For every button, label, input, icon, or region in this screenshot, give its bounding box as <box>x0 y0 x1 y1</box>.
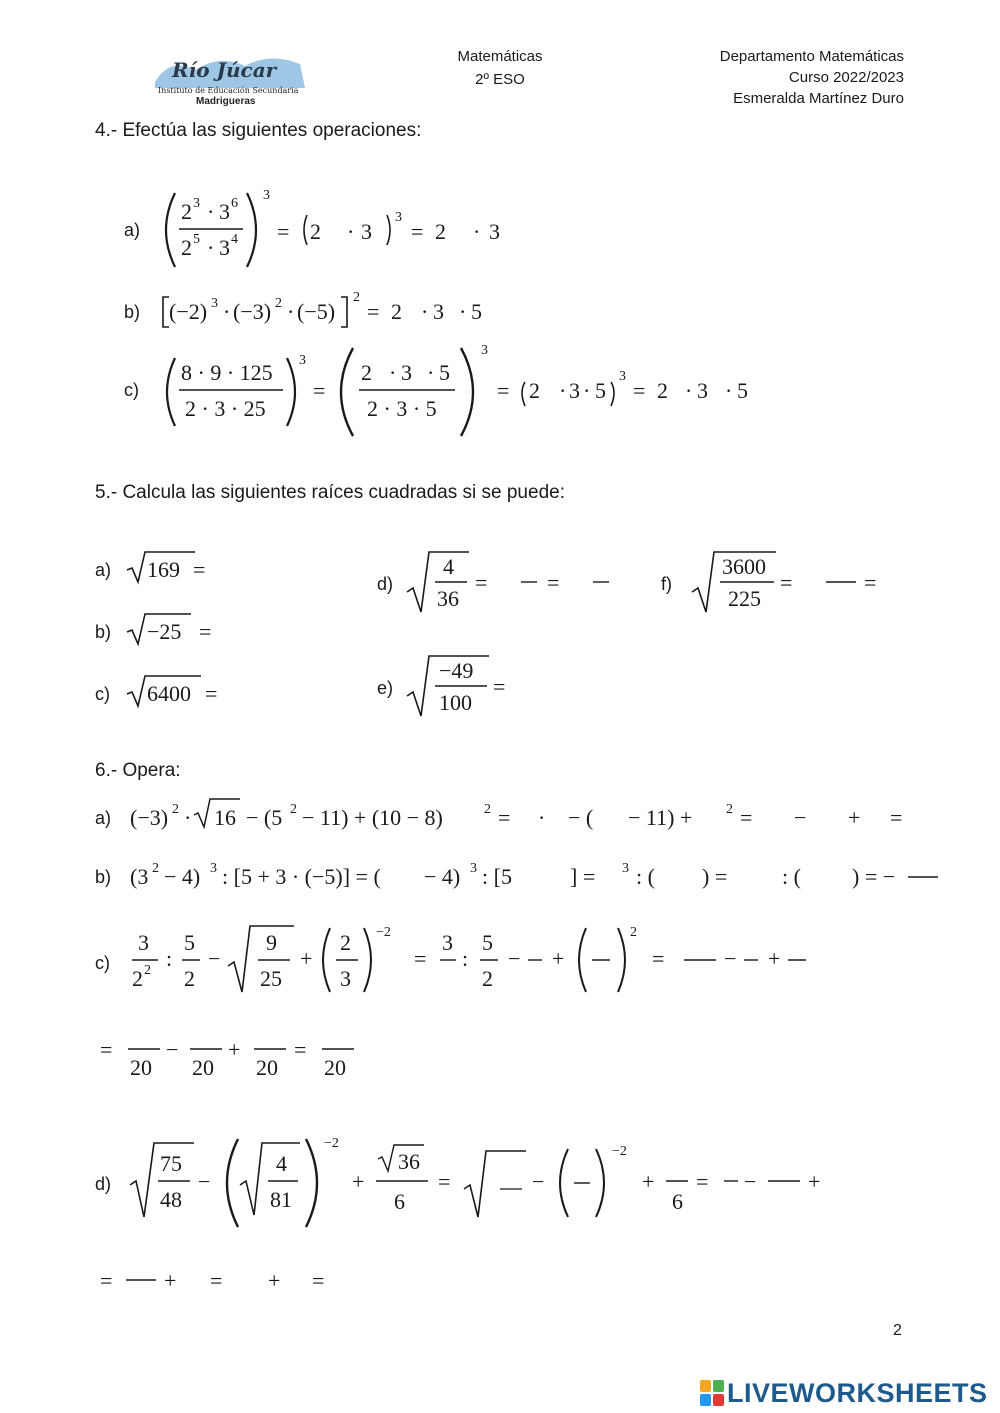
svg-text::: : <box>166 946 173 971</box>
ex5-e-sqrt <box>405 652 545 722</box>
svg-text:·: · <box>459 299 467 324</box>
svg-text::: : <box>462 946 469 971</box>
svg-text:3: 3 <box>340 966 351 991</box>
radicand-minus-25: −25 <box>147 619 182 644</box>
ex5-b-sqrt <box>125 610 225 650</box>
svg-text:+: + <box>848 805 861 830</box>
svg-text:=: = <box>547 570 560 595</box>
ex5-label-d: d) <box>377 574 394 594</box>
svg-text:·: · <box>389 360 397 385</box>
svg-text:2: 2 <box>275 296 282 311</box>
ex6-label-d: d) <box>95 1174 112 1194</box>
svg-text:3: 3 <box>210 861 217 876</box>
svg-text:: (: : ( <box>782 864 801 889</box>
svg-text:·: · <box>427 360 435 385</box>
ex5-label-a: a) <box>95 560 112 580</box>
teacher: Esmeralda Martínez Duro <box>733 90 904 107</box>
svg-text:3: 3 <box>361 219 372 244</box>
svg-text:=: = <box>414 946 427 971</box>
liveworksheets-brand: LIVEWORKSHEETS <box>727 1377 988 1408</box>
svg-text:6: 6 <box>672 1189 683 1214</box>
ex6-c-continuation <box>100 1025 380 1085</box>
grade: 2º ESO <box>475 71 525 88</box>
svg-text:2: 2 <box>290 802 297 817</box>
svg-text:=: = <box>313 378 326 403</box>
ex5-label-b: b) <box>95 622 112 642</box>
svg-text:16: 16 <box>214 805 236 830</box>
svg-text:+: + <box>164 1268 177 1293</box>
svg-text:5: 5 <box>193 232 200 247</box>
svg-text:−: − <box>208 946 221 971</box>
svg-text:·: · <box>223 299 231 324</box>
svg-text:=: = <box>633 378 646 403</box>
svg-text:+: + <box>642 1169 655 1194</box>
svg-text:3: 3 <box>442 930 453 955</box>
svg-text:3: 3 <box>219 235 230 260</box>
svg-text:=: = <box>199 619 212 644</box>
svg-text:−: − <box>198 1169 211 1194</box>
radicand-4: 4 <box>443 554 454 579</box>
svg-text:2: 2 <box>184 966 195 991</box>
svg-text:: [5 + 3 · (−5)] = (: : [5 + 3 · (−5)] = ( <box>222 864 381 889</box>
svg-text:+: + <box>768 946 781 971</box>
svg-text:−: − <box>532 1169 545 1194</box>
svg-text:3: 3 <box>193 196 200 211</box>
svg-text:2: 2 <box>726 802 733 817</box>
svg-text:3: 3 <box>470 861 477 876</box>
svg-text:3: 3 <box>619 369 626 384</box>
svg-text:5: 5 <box>471 299 482 324</box>
radicand-36: 36 <box>437 586 459 611</box>
liveworksheets-logo <box>700 1378 988 1408</box>
svg-text:=: = <box>740 805 753 830</box>
svg-text:−: − <box>166 1037 179 1062</box>
svg-text:(−3): (−3) <box>233 299 272 324</box>
svg-text:+: + <box>808 1169 821 1194</box>
ex5-f-sqrt <box>690 548 890 618</box>
svg-text:2: 2 <box>484 802 491 817</box>
svg-text:2 · 3 · 25: 2 · 3 · 25 <box>185 396 266 421</box>
svg-text:·: · <box>184 805 192 830</box>
svg-text:=: = <box>100 1268 113 1293</box>
svg-text:) =: ) = <box>702 864 728 889</box>
ex6-label-b: b) <box>95 867 112 887</box>
svg-text:2: 2 <box>361 360 372 385</box>
denominator-20-c: 20 <box>256 1055 278 1080</box>
svg-text:·: · <box>538 805 546 830</box>
subject: Matemáticas <box>457 48 543 65</box>
liveworksheets-squares-icon <box>700 1380 724 1406</box>
ex6-label-a: a) <box>95 808 112 828</box>
svg-text:=: = <box>294 1037 307 1062</box>
ex5-d-sqrt <box>405 548 625 618</box>
svg-text:·: · <box>473 219 481 244</box>
svg-text:3: 3 <box>569 378 580 403</box>
svg-text:− (5: − (5 <box>246 805 283 830</box>
ex6-d-continuation <box>100 1262 360 1302</box>
svg-text:=: = <box>780 570 793 595</box>
svg-text:9: 9 <box>266 930 277 955</box>
svg-text:2: 2 <box>172 802 179 817</box>
radicand-169: 169 <box>147 557 180 582</box>
svg-text:2: 2 <box>435 219 446 244</box>
svg-text:2 · 3 · 5: 2 · 3 · 5 <box>367 396 437 421</box>
svg-text:=: = <box>498 805 511 830</box>
svg-text:=: = <box>493 674 506 699</box>
svg-text:+: + <box>352 1169 365 1194</box>
svg-text:·: · <box>347 219 355 244</box>
svg-text:3: 3 <box>481 343 488 358</box>
svg-text:− 11) + (10 − 8): − 11) + (10 − 8) <box>302 805 443 830</box>
exercise-5-title: 5.- Calcula las siguientes raíces cuadradas si se puede: <box>95 482 565 503</box>
svg-text:2: 2 <box>630 925 637 940</box>
ex5-label-c: c) <box>95 684 110 704</box>
svg-text:: [5: : [5 <box>482 864 512 889</box>
exercise-4-title: 4.- Efectúa las siguientes operaciones: <box>95 120 422 141</box>
svg-text:·: · <box>421 299 429 324</box>
svg-text:− 11) +: − 11) + <box>628 805 693 830</box>
ex4-c-expression <box>155 340 775 440</box>
svg-text:=: = <box>367 299 380 324</box>
svg-text:−2: −2 <box>324 1136 339 1151</box>
svg-text:·: · <box>685 378 693 403</box>
radicand-minus-49: −49 <box>439 658 474 683</box>
svg-text:=: = <box>210 1268 223 1293</box>
svg-text:·: · <box>725 378 733 403</box>
svg-text:2: 2 <box>482 966 493 991</box>
svg-text:75: 75 <box>160 1151 182 1176</box>
svg-text:2: 2 <box>391 299 402 324</box>
radicand-6400: 6400 <box>147 681 191 706</box>
svg-text:=: = <box>277 219 290 244</box>
logo-line1: Instituto de Educación Secundaria <box>158 86 299 95</box>
page-number: 2 <box>893 1322 902 1339</box>
svg-text:5: 5 <box>737 378 748 403</box>
svg-text:: (: : ( <box>636 864 655 889</box>
svg-text:(−5): (−5) <box>297 299 336 324</box>
logo-line2: Madrigueras <box>196 96 256 107</box>
denominator-20-b: 20 <box>192 1055 214 1080</box>
ex4-b-expression <box>155 285 515 335</box>
svg-text:·: · <box>287 299 295 324</box>
svg-text:3: 3 <box>138 930 149 955</box>
svg-text:81: 81 <box>270 1187 292 1212</box>
svg-text:4: 4 <box>231 232 238 247</box>
svg-text:−2: −2 <box>612 1144 627 1159</box>
svg-text:2: 2 <box>529 378 540 403</box>
svg-text:=: = <box>411 219 424 244</box>
svg-text:2: 2 <box>152 861 159 876</box>
svg-text:3: 3 <box>395 210 402 225</box>
svg-text:=: = <box>312 1268 325 1293</box>
ex5-label-e: e) <box>377 678 394 698</box>
svg-text:2: 2 <box>340 930 351 955</box>
svg-text:6: 6 <box>394 1189 405 1214</box>
svg-text:−: − <box>724 946 737 971</box>
svg-text:(−3): (−3) <box>130 805 169 830</box>
svg-text:2: 2 <box>310 219 321 244</box>
svg-text:=: = <box>652 946 665 971</box>
svg-text:3: 3 <box>489 219 500 244</box>
svg-text:=: = <box>475 570 488 595</box>
svg-text:25: 25 <box>260 966 282 991</box>
svg-text:=: = <box>205 681 218 706</box>
radicand-3600: 3600 <box>722 554 766 579</box>
exercise-6-title: 6.- Opera: <box>95 760 181 781</box>
svg-text:2: 2 <box>181 235 192 260</box>
svg-text:4: 4 <box>276 1151 287 1176</box>
svg-text:36: 36 <box>398 1149 420 1174</box>
svg-text:2: 2 <box>132 966 143 991</box>
svg-text:− 4): − 4) <box>424 864 461 889</box>
denominator-20-a: 20 <box>130 1055 152 1080</box>
svg-text:=: = <box>696 1169 709 1194</box>
svg-text:=: = <box>497 378 510 403</box>
svg-text:=: = <box>438 1169 451 1194</box>
svg-text:+: + <box>228 1037 241 1062</box>
svg-text:−2: −2 <box>376 925 391 940</box>
svg-text:) = −: ) = − <box>852 864 896 889</box>
svg-text:] =: ] = <box>570 864 596 889</box>
svg-text:·: · <box>207 199 215 224</box>
ex6-a-expression <box>128 795 928 840</box>
svg-text:·: · <box>583 378 591 403</box>
svg-text:2: 2 <box>657 378 668 403</box>
svg-text:−: − <box>744 1169 757 1194</box>
ex4-a-expression <box>155 185 515 275</box>
svg-text:2: 2 <box>144 963 151 978</box>
svg-text:(3: (3 <box>130 864 149 889</box>
svg-text:+: + <box>552 946 565 971</box>
svg-text:−: − <box>508 946 521 971</box>
ex5-a-sqrt <box>125 548 225 588</box>
svg-text:5: 5 <box>184 930 195 955</box>
svg-text:3: 3 <box>433 299 444 324</box>
svg-text:5: 5 <box>595 378 606 403</box>
svg-text:5: 5 <box>439 360 450 385</box>
svg-text:=: = <box>100 1037 113 1062</box>
svg-text:3: 3 <box>219 199 230 224</box>
ex4-label-c: c) <box>124 380 139 400</box>
ex4-label-a: a) <box>124 220 141 240</box>
ex6-label-c: c) <box>95 953 110 973</box>
svg-text:6: 6 <box>231 196 238 211</box>
svg-text:−: − <box>794 805 807 830</box>
svg-text:=: = <box>890 805 903 830</box>
svg-text:− 4): − 4) <box>164 864 201 889</box>
course: Curso 2022/2023 <box>788 69 904 86</box>
svg-text:3: 3 <box>697 378 708 403</box>
logo-script: Río Júcar <box>172 58 277 82</box>
svg-text:+: + <box>300 946 313 971</box>
ex5-label-f: f) <box>661 574 672 594</box>
svg-text:·: · <box>559 378 567 403</box>
svg-text:=: = <box>864 570 877 595</box>
svg-text:(−2): (−2) <box>169 299 208 324</box>
svg-text:2: 2 <box>181 199 192 224</box>
ex4-label-b: b) <box>124 302 141 322</box>
svg-text:=: = <box>193 557 206 582</box>
svg-text:8 · 9 · 125: 8 · 9 · 125 <box>181 360 273 385</box>
svg-text:3: 3 <box>211 296 218 311</box>
ex5-c-sqrt <box>125 672 235 712</box>
svg-text:5: 5 <box>482 930 493 955</box>
radicand-225: 225 <box>728 586 761 611</box>
ex6-b-expression <box>128 854 948 899</box>
ex6-d-expression <box>128 1135 848 1230</box>
svg-text:3: 3 <box>299 353 306 368</box>
svg-text:48: 48 <box>160 1187 182 1212</box>
svg-text:·: · <box>207 235 215 260</box>
department: Departamento Matemáticas <box>719 48 904 65</box>
svg-text:2: 2 <box>353 290 360 305</box>
svg-text:− (: − ( <box>568 805 594 830</box>
school-logo <box>150 52 310 110</box>
svg-text:3: 3 <box>622 861 629 876</box>
svg-text:+: + <box>268 1268 281 1293</box>
denominator-20-d: 20 <box>324 1055 346 1080</box>
svg-text:3: 3 <box>401 360 412 385</box>
ex6-c-expression <box>128 920 848 1000</box>
svg-text:3: 3 <box>263 188 270 203</box>
radicand-100: 100 <box>439 690 472 715</box>
